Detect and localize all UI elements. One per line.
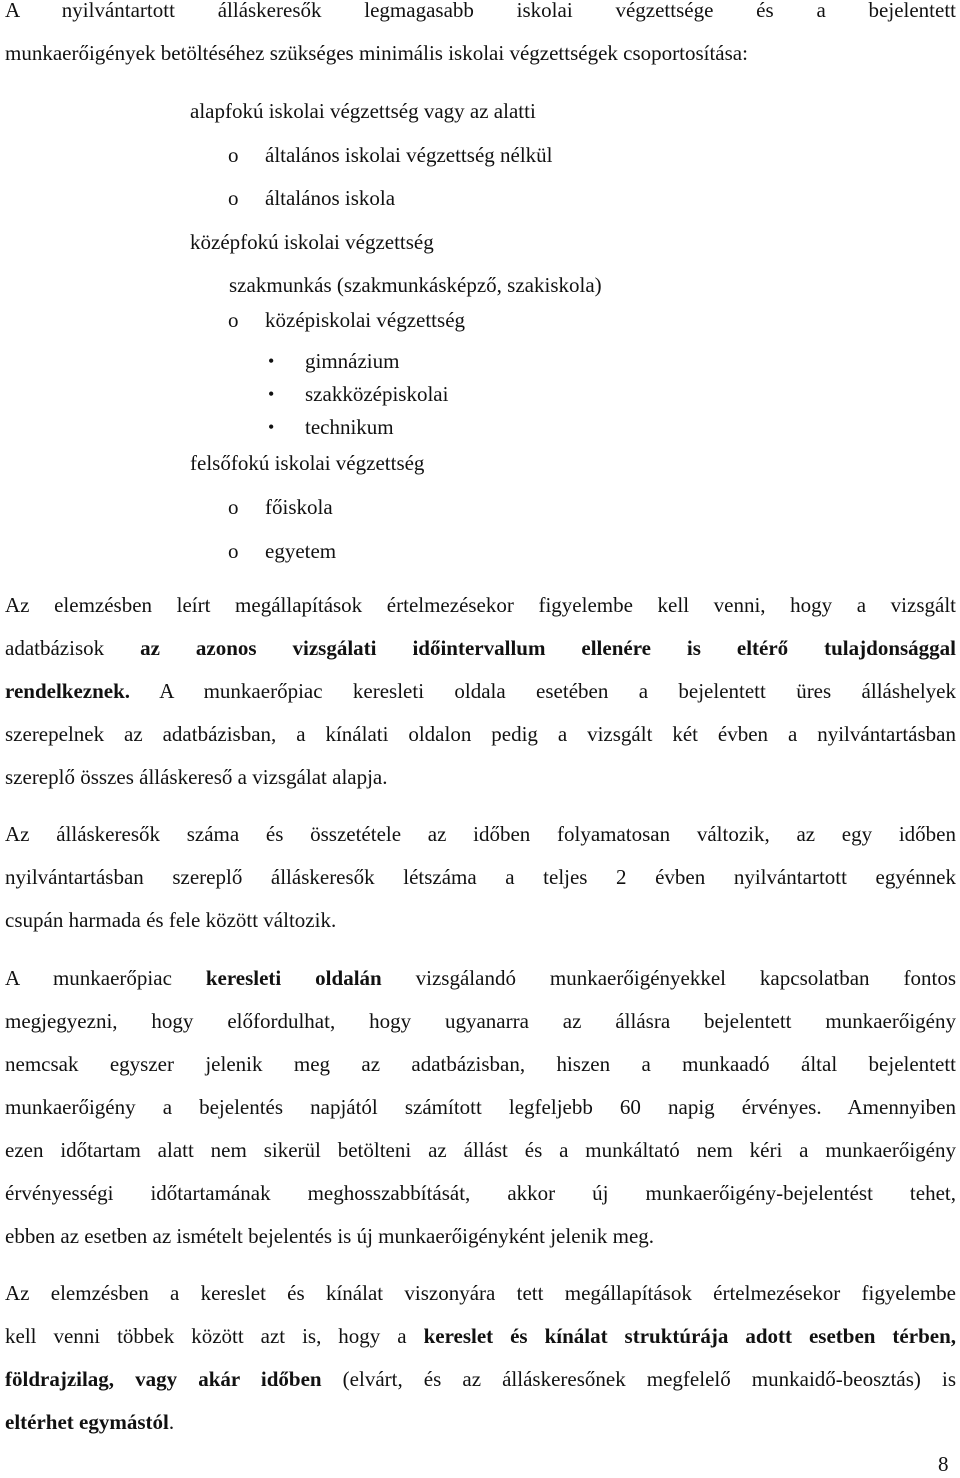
bold-text: keresleti oldalán xyxy=(205,966,382,990)
page-number: 8 xyxy=(938,1452,949,1476)
circle-bullet-icon: o xyxy=(228,308,239,332)
list-heading-primary: alapfokú iskolai végzettség vagy az alatti xyxy=(190,99,536,123)
circle-bullet-icon: o xyxy=(228,539,239,563)
text-span: . xyxy=(168,1410,175,1434)
text-line: szereplő összes álláskereső a vizsgálat alapja. xyxy=(5,765,388,789)
intro-line: A nyilvántartott álláskeresők legmagasabb iskolai végzettsége és a bejelentett xyxy=(5,0,956,22)
text-line xyxy=(5,627,956,670)
list-item: technikum xyxy=(305,415,394,439)
text-line: Az elemzésben leírt megállapítások értelmezésekor figyelembe kell venni, hogy a vizsgált xyxy=(5,593,956,617)
text-line: szerepelnek az adatbázisban, a kínálati oldalon pedig a vizsgált két évben a nyilvántartásban xyxy=(5,722,956,746)
list-heading-secondary: középfokú iskolai végzettség xyxy=(190,230,434,254)
circle-bullet-icon: o xyxy=(228,143,239,167)
text-span: A munkaerőpiac keresleti oldala esetében a bejelentett üres álláshelyek xyxy=(130,679,956,703)
text-line xyxy=(5,670,956,713)
text-span: A munkaerőpiac xyxy=(5,966,206,990)
intro-line: munkaerőigények betöltéséhez szükséges minimális iskolai végzettségek csoportosítása: xyxy=(5,41,748,65)
text-line: érvényességi időtartamának meghosszabbítását, akkor új munkaerőigény-bejelentést tehet, xyxy=(5,1181,956,1205)
list-item: középiskolai végzettség xyxy=(265,308,466,332)
paragraph-jobseekers xyxy=(5,813,956,942)
text-line: ezen időtartam alatt nem sikerül betölteni az állást és a munkáltató nem kéri a munkaerőigény xyxy=(5,1138,956,1162)
text-span: kell venni többek között azt is, hogy a xyxy=(5,1324,424,1348)
paragraph-supply-demand xyxy=(5,1272,956,1444)
list-item: általános iskola xyxy=(265,186,396,210)
intro-paragraph xyxy=(5,0,956,75)
list-item: általános iskolai végzettség nélkül xyxy=(265,143,553,167)
text-line: csupán harmada és fele között változik. xyxy=(5,908,337,932)
list-item: gimnázium xyxy=(305,349,400,373)
paragraph-data-sources xyxy=(5,584,956,799)
text-line: munkaerőigény a bejelentés napjától számított legfeljebb 60 napig érvényes. Amennyiben xyxy=(5,1095,956,1119)
list-item: főiskola xyxy=(265,495,333,519)
text-line: Az álláskeresők száma és összetétele az időben folyamatosan változik, az egy időben xyxy=(5,822,956,846)
list-item: egyetem xyxy=(265,539,337,563)
circle-bullet-icon: o xyxy=(228,186,239,210)
bullet-icon: • xyxy=(268,384,275,404)
list-item: szakközépiskolai xyxy=(305,382,449,406)
list-item: szakmunkás (szakmunkásképző, szakiskola) xyxy=(229,273,602,297)
text-span: vizsgálandó munkaerőigényekkel kapcsolatban fontos xyxy=(381,966,956,990)
list-heading-tertiary: felsőfokú iskolai végzettség xyxy=(190,451,425,475)
text-line xyxy=(5,1358,956,1401)
paragraph-demand-side xyxy=(5,957,956,1258)
text-line: nemcsak egyszer jelenik meg az adatbázisban, hiszen a munkaadó által bejelentett xyxy=(5,1052,956,1076)
text-span: (elvárt, és az álláskeresőnek megfelelő munkaidő-beosztás) is xyxy=(321,1367,956,1391)
bold-text: eltérhet egymástól xyxy=(5,1410,169,1434)
bold-text: az azonos vizsgálati időintervallum ellenére is eltérő tulajdonsággal xyxy=(140,636,957,660)
bold-text: kereslet és kínálat struktúrája adott esetben térben, xyxy=(423,1324,956,1348)
text-line xyxy=(5,1315,956,1358)
text-line: nyilvántartásban szereplő álláskeresők létszáma a teljes 2 évben nyilvántartott egyénnek xyxy=(5,865,956,889)
bold-text: földrajzilag, vagy akár időben xyxy=(5,1367,322,1391)
circle-bullet-icon: o xyxy=(228,495,239,519)
bullet-icon: • xyxy=(268,351,275,371)
bullet-icon: • xyxy=(268,417,275,437)
text-span: adatbázisok xyxy=(5,636,141,660)
text-line: ebben az esetben az ismételt bejelentés is új munkaerőigényként jelenik meg. xyxy=(5,1224,655,1248)
text-line xyxy=(5,1401,956,1444)
text-line: Az elemzésben a kereslet és kínálat viszonyára tett megállapítások értelmezésekor figyelembe xyxy=(5,1281,956,1305)
bold-text: rendelkeznek. xyxy=(5,679,131,703)
text-line: megjegyezni, hogy előfordulhat, hogy ugyanarra az állásra bejelentett munkaerőigény xyxy=(5,1009,956,1033)
text-line xyxy=(5,957,956,1000)
